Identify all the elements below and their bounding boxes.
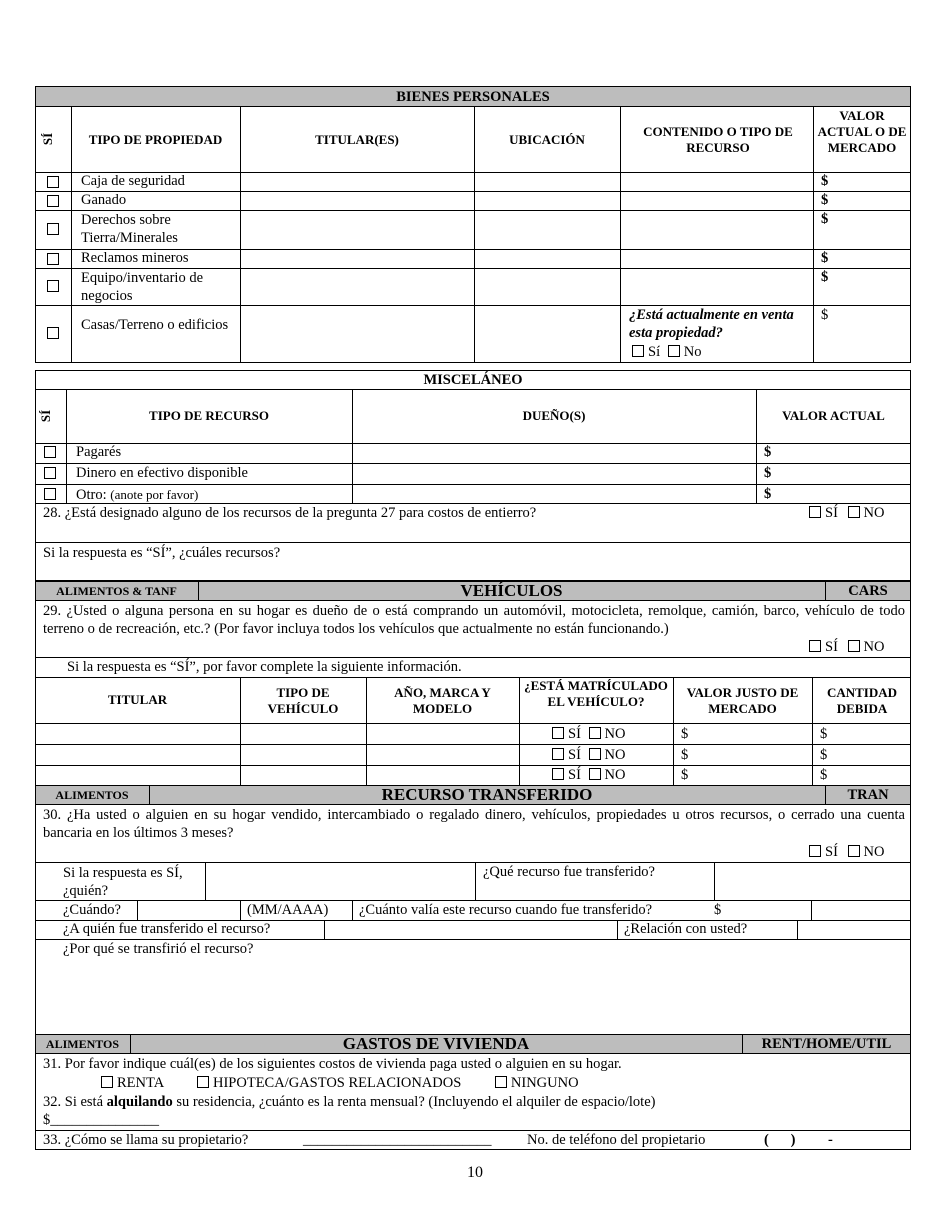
q33-text: 33. ¿Cómo se llama su propietario? [43, 1132, 249, 1148]
quien-label: Si la respuesta es SÍ, ¿quién? [63, 865, 183, 899]
vehiculos-title: VEHÍCULOS [460, 581, 563, 600]
currency: $ [681, 747, 689, 763]
q28-no-checkbox[interactable] [848, 506, 860, 518]
derechos-checkbox[interactable] [47, 223, 59, 235]
bienes-col-ubicacion: UBICACIÓN [509, 132, 585, 147]
q32-blank[interactable]: $_______________ [43, 1112, 159, 1128]
phone-mask[interactable]: ( ) - [764, 1132, 833, 1148]
casas-checkbox[interactable] [47, 327, 59, 339]
bienes-col-tipo: TIPO DE PROPIEDAD [88, 132, 223, 147]
currency: $ [764, 444, 772, 460]
veh-1-si-checkbox[interactable] [552, 727, 564, 739]
bienes-col-contenido: CONTENIDO O TIPO DE RECURSO [643, 124, 793, 155]
dinero-checkbox[interactable] [44, 467, 56, 479]
q29-si-checkbox[interactable] [809, 640, 821, 652]
que-recurso-label: ¿Qué recurso fue transferido? [483, 864, 655, 880]
caja-seguridad-checkbox[interactable] [47, 176, 59, 188]
q28-options: SÍ NO [809, 505, 884, 522]
veh-col-cantidad: CANTIDAD DEBIDA [826, 685, 898, 716]
mmaaaa-label: (MM/AAAA) [247, 902, 329, 918]
veh-3-si-checkbox[interactable] [552, 768, 564, 780]
misc-col-valor: VALOR ACTUAL [782, 408, 885, 423]
reclamos-checkbox[interactable] [47, 253, 59, 265]
q30-si-checkbox[interactable] [809, 845, 821, 857]
por-que-label: ¿Por qué se transfirió el recurso? [63, 941, 254, 957]
q30-text: 30. ¿Ha usted o alguien en su hogar vendido, intercambiado o regalado dinero, vehículos, propiedades u otros recursos, o cerrado una cuenta bancaria en los últimos 3 meses? [43, 807, 905, 841]
veh-row-3-matric: SÍ NO [552, 767, 625, 784]
bienes-col-si: SÍ [40, 132, 56, 146]
veh-2-no-checkbox[interactable] [589, 748, 601, 760]
q29-options: SÍ NO [809, 639, 884, 656]
veh-col-valor: VALOR JUSTO DE MERCADO [686, 685, 799, 716]
venta-options: Sí No [632, 344, 701, 361]
currency: $ [764, 465, 772, 481]
currency: $ [821, 192, 829, 208]
veh-row-2-matric: SÍ NO [552, 747, 625, 764]
row-label: Casas/Terreno o edificios [81, 317, 229, 333]
q32-text: 32. Si está alquilando su residencia, ¿cuánto es la renta mensual? (Incluyendo el alquiler de espacio/lote) [43, 1094, 656, 1110]
vehiculos-right-tag: CARS [848, 583, 888, 599]
bienes-title: BIENES PERSONALES [396, 89, 550, 105]
misc-title: MISCELÁNEO [423, 372, 523, 388]
bienes-col-titular: TITULAR(ES) [315, 132, 399, 147]
veh-col-titular: TITULAR [107, 692, 168, 707]
q30-no-checkbox[interactable] [848, 845, 860, 857]
page-number: 10 [467, 1164, 483, 1181]
veh-2-si-checkbox[interactable] [552, 748, 564, 760]
currency: $ [820, 726, 828, 742]
vehiculos-left-tag: ALIMENTOS & TANF [56, 584, 177, 598]
q29-no-checkbox[interactable] [848, 640, 860, 652]
currency: $ [820, 747, 828, 763]
veh-col-matric: ¿ESTÁ MATRÍCULADO EL VEHÍCULO? [524, 678, 668, 709]
row-label: Ganado [81, 192, 127, 208]
transferido-right-tag: TRAN [847, 787, 889, 803]
currency: $ [681, 726, 689, 742]
row-label: Otro: (anote por favor) [76, 487, 199, 503]
otro-checkbox[interactable] [44, 488, 56, 500]
currency: $ [714, 902, 722, 918]
venta-question: ¿Está actualmente en venta esta propiedad? [629, 307, 794, 341]
q31-options: RENTA HIPOTECA/GASTOS RELACIONADOS NINGUNO [101, 1075, 579, 1092]
vivienda-right-tag: RENT/HOME/UTIL [761, 1036, 892, 1052]
currency: $ [821, 250, 829, 266]
vivienda-left-tag: ALIMENTOS [45, 1037, 120, 1051]
veh-row-1-matric: SÍ NO [552, 726, 625, 743]
ninguno-checkbox[interactable] [495, 1076, 507, 1088]
veh-col-tipo: TIPO DE VEHÍCULO [267, 685, 339, 716]
renta-checkbox[interactable] [101, 1076, 113, 1088]
q33-blank[interactable]: __________________________ [303, 1132, 492, 1148]
q28-follow: Si la respuesta es “SÍ”, ¿cuáles recursos? [43, 545, 281, 561]
misc-col-dueno: DUEÑO(S) [522, 408, 586, 423]
vivienda-title: GASTOS DE VIVIENDA [342, 1034, 530, 1053]
currency: $ [821, 173, 829, 189]
row-label: Reclamos mineros [81, 250, 189, 266]
cuando-label: ¿Cuándo? [63, 902, 121, 918]
currency: $ [764, 486, 772, 502]
veh-3-no-checkbox[interactable] [589, 768, 601, 780]
currency: $ [821, 269, 829, 285]
row-label: Dinero en efectivo disponible [76, 465, 248, 481]
a-quien-label: ¿A quién fue transferido el recurso? [63, 921, 271, 937]
misc-col-si: SÍ [38, 409, 54, 423]
pagares-checkbox[interactable] [44, 446, 56, 458]
misc-col-tipo: TIPO DE RECURSO [149, 408, 269, 423]
q28-text: 28. ¿Está designado alguno de los recursos de la pregunta 27 para costos de entierro? [43, 505, 537, 521]
hipoteca-checkbox[interactable] [197, 1076, 209, 1088]
row-label: Caja de seguridad [81, 173, 185, 189]
venta-si-checkbox[interactable] [632, 345, 644, 357]
bienes-col-valor: VALOR ACTUAL O DE MERCADO [817, 108, 907, 155]
q31-text: 31. Por favor indique cuál(es) de los siguientes costos de vivienda paga usted o alguien en su hogar. [43, 1056, 622, 1072]
venta-no-checkbox[interactable] [668, 345, 680, 357]
veh-col-anio: AÑO, MARCA Y MODELO [394, 685, 491, 716]
veh-1-no-checkbox[interactable] [589, 727, 601, 739]
ganado-checkbox[interactable] [47, 195, 59, 207]
row-label: Equipo/inventario de negocios [81, 270, 204, 304]
relacion-label: ¿Relación con usted? [624, 921, 748, 937]
currency: $ [681, 767, 689, 783]
equipo-checkbox[interactable] [47, 280, 59, 292]
row-label: Pagarés [76, 444, 122, 460]
transferido-left-tag: ALIMENTOS [55, 788, 129, 802]
cuanto-label: ¿Cuánto valía este recurso cuando fue transferido? [359, 902, 653, 918]
currency: $ [820, 767, 828, 783]
q30-options: SÍ NO [809, 844, 884, 861]
q29-text: 29. ¿Usted o alguna persona en su hogar es dueño de o está comprando un automóvil, motocicleta, remolque, camión, barco, vehículo de todo terreno o de recreación, etc.? (Por favor incluya todos los vehículos que actualmente no están funcionando.) [43, 603, 905, 637]
q29-follow: Si la respuesta es “SÍ”, por favor complete la siguiente información. [67, 659, 462, 675]
telefono-label: No. de teléfono del propietario [527, 1132, 706, 1148]
q28-si-checkbox[interactable] [809, 506, 821, 518]
currency: $ [821, 307, 829, 323]
currency: $ [821, 211, 829, 227]
transferido-title: RECURSO TRANSFERIDO [381, 785, 593, 804]
row-label: Derechos sobre Tierra/Minerales [81, 212, 178, 246]
